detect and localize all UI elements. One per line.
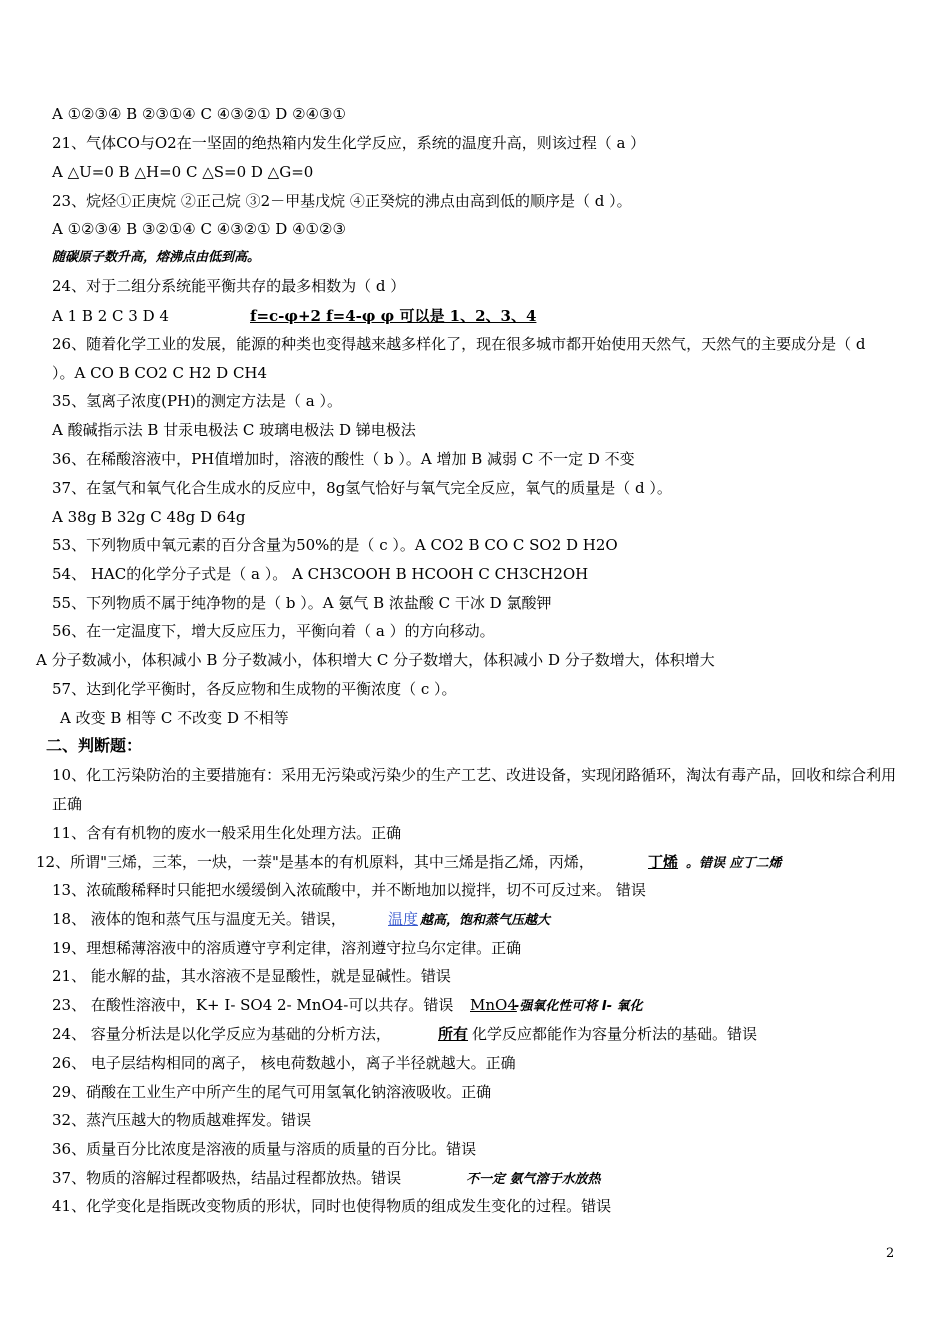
text-line: 21、 能水解的盐，其水溶液不是显酸性，就是显碱性。错误 <box>52 967 451 985</box>
text-line: 19、理想稀薄溶液中的溶质遵守亨利定律，溶剂遵守拉乌尔定律。正确 <box>52 939 522 957</box>
text-line: 化学反应都能作为容量分析法的基础。错误 <box>472 1025 758 1043</box>
text-line: 21、气体CO与O2在一坚固的绝热箱内发生化学反应，系统的温度升高，则该过程（ a ） <box>52 134 646 152</box>
text-line: A 1 B 2 C 3 D 4 <box>52 307 169 325</box>
text-line: 12、所谓"三烯，三苯，一炔，一萘"是基本的有机原料，其中三烯是指乙烯，丙烯， <box>36 853 594 871</box>
text-line: 18、 液体的饱和蒸气压与温度无关。错误， <box>52 910 346 928</box>
text-line: A ①②③④ B ②③①④ C ④③②① D ②④③① <box>52 105 346 123</box>
text-line: 随碳原子数升高，熔沸点由低到高。 <box>52 250 261 265</box>
text-line: 越高，饱和蒸气压越大 <box>420 913 551 928</box>
text-line: 。错误 应丁二烯 <box>686 856 782 871</box>
text-line: A 38g B 32g C 48g D 64g <box>52 508 246 526</box>
text-line: A 改变 B 相等 C 不改变 D 不相等 <box>60 709 289 727</box>
text-line: 温度 <box>388 910 419 928</box>
text-line: 53、下列物质中氧元素的百分含量为50%的是（ c ）。A CO2 B CO C SO2 D H2O <box>52 536 618 554</box>
text-line: 56、在一定温度下，增大反应压力，平衡向着（ a ）的方向移动。 <box>52 622 495 640</box>
text-line: 正确 <box>52 795 83 813</box>
text-line: 11、含有有机物的废水一般采用生化处理方法。正确 <box>52 824 402 842</box>
text-line: 13、浓硫酸稀释时只能把水缓缓倒入浓硫酸中，并不断地加以搅拌，切不可反过来。 错误 <box>52 881 646 899</box>
text-line: 36、质量百分比浓度是溶液的质量与溶质的质量的百分比。错误 <box>52 1140 477 1158</box>
text-line: A ①②③④ B ③②①④ C ④③②① D ④①②③ <box>52 220 346 238</box>
text-line: A △U=0 B △H=0 C △S=0 D △G=0 <box>52 163 314 181</box>
text-line: 57、达到化学平衡时，各反应物和生成物的平衡浓度（ c ）。 <box>52 680 457 698</box>
text-line: 29、硝酸在工业生产中所产生的尾气可用氢氧化钠溶液吸收。正确 <box>52 1083 492 1101</box>
text-line: 54、 HAC的化学分子式是（ a ）。 A CH3COOH B HCOOH C CH3CH2OH <box>52 565 589 583</box>
text-line: A 酸碱指示法 B 甘汞电极法 C 玻璃电极法 D 锑电极法 <box>52 421 416 439</box>
text-line: 37、物质的溶解过程都吸热，结晶过程都放热。错误 <box>52 1169 402 1187</box>
text-line: 丁烯 <box>648 853 679 871</box>
text-line: A 分子数减小，体积减小 B 分子数减小，体积增大 C 分子数增大，体积减小 D 分子数增大，体积增大 <box>36 651 715 669</box>
text-line: -强氧化性可将 I- 氧化 <box>514 999 643 1014</box>
text-line: 36、在稀酸溶液中，PH值增加时，溶液的酸性（ b ）。A 增加 B 减弱 C 不一定 D 不变 <box>52 450 635 468</box>
text-line: ）。A CO B CO2 C H2 D CH4 <box>52 364 268 382</box>
text-line: 35、氢离子浓度(PH)的测定方法是（ a ）。 <box>52 392 342 410</box>
text-line: 24、对于二组分系统能平衡共存的最多相数为（ d ） <box>52 277 406 295</box>
text-line: 23、烷烃①正庚烷 ②正己烷 ③2－甲基戊烷 ④正癸烷的沸点由高到低的顺序是（ d ）。 <box>52 192 632 210</box>
text-line: 23、 在酸性溶液中，K+ I- SO4 2- MnO4-可以共存。错误 <box>52 996 454 1014</box>
text-line: 二、判断题： <box>46 736 143 755</box>
text-line: 26、随着化学工业的发展，能源的种类也变得越来越多样化了，现在很多城市都开始使用天然气，天然气的主要成分是（ d <box>52 335 866 353</box>
text-line: MnO4 <box>470 996 517 1014</box>
text-line: 所有 <box>438 1025 469 1043</box>
text-line: 不一定 氨气溶于水放热 <box>466 1172 601 1187</box>
text-line: 24、 容量分析法是以化学反应为基础的分析方法， <box>52 1025 391 1043</box>
text-line: 55、下列物质不属于纯净物的是（ b ）。A 氨气 B 浓盐酸 C 干冰 D 氯酸钾 <box>52 594 552 612</box>
text-line: 10、化工污染防治的主要措施有：采用无污染或污染少的生产工艺、改进设备，实现闭路循环，淘汰有毒产品，回收和综合利用 <box>52 766 897 784</box>
text-line: 32、蒸汽压越大的物质越难挥发。错误 <box>52 1111 312 1129</box>
text-line: 37、在氢气和氧气化合生成水的反应中，8g氢气恰好与氧气完全反应，氧气的质量是（ d ）。 <box>52 479 672 497</box>
text-line: 26、 电子层结构相同的离子， 核电荷数越小，离子半径就越大。正确 <box>52 1054 516 1072</box>
text-line: 41、化学变化是指既改变物质的形状，同时也使得物质的组成发生变化的过程。错误 <box>52 1197 612 1215</box>
text-line: f=c-φ+2 f=4-φ φ 可以是 1、2、3、4 <box>250 307 537 325</box>
page-number: 2 <box>886 1246 895 1261</box>
